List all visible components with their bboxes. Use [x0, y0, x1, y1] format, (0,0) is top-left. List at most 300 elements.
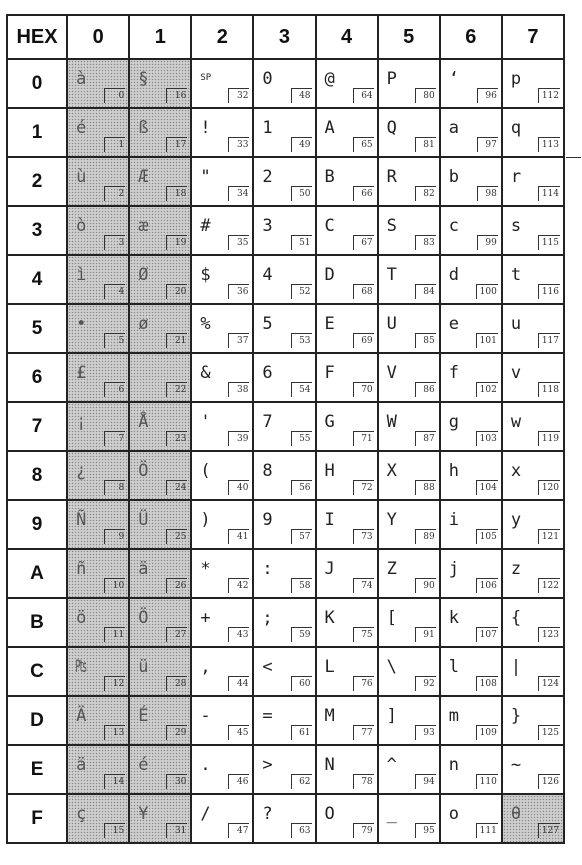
decimal-code: 60 [291, 676, 312, 691]
decimal-code: 107 [476, 627, 498, 642]
decimal-code: 86 [415, 382, 436, 397]
character-glyph: x [510, 461, 522, 481]
character-cell [67, 745, 129, 794]
character-cell [253, 745, 315, 794]
character-cell [440, 696, 502, 745]
column-header: 0 [67, 15, 129, 59]
decimal-code: 64 [353, 88, 374, 103]
character-glyph: n [448, 755, 459, 775]
character-cell [191, 206, 253, 255]
decimal-code: 4 [104, 284, 125, 299]
decimal-code: 12 [104, 676, 125, 691]
character-glyph: SP [200, 73, 212, 83]
character-glyph: ¥ [138, 804, 149, 824]
character-glyph: § [138, 69, 149, 89]
decimal-code: 84 [415, 284, 436, 299]
table-row [7, 402, 564, 451]
character-glyph: ò [76, 216, 87, 236]
character-glyph: ! [200, 118, 211, 138]
character-glyph: , [200, 657, 211, 677]
character-cell [253, 647, 315, 696]
character-cell [129, 451, 191, 500]
character-glyph: w [510, 412, 522, 432]
character-glyph: F [324, 363, 335, 383]
column-header: 4 [316, 15, 378, 59]
character-glyph: ä [76, 755, 87, 775]
character-cell [129, 304, 191, 353]
decimal-code: 70 [353, 382, 374, 397]
character-glyph: ü [138, 657, 149, 677]
character-glyph: 4 [262, 265, 273, 285]
character-glyph: ø [138, 314, 149, 334]
character-glyph: æ [138, 216, 149, 236]
decimal-code: 14 [104, 774, 125, 789]
decimal-code: 72 [353, 480, 374, 495]
decimal-code: 92 [415, 676, 436, 691]
character-cell [502, 108, 564, 157]
character-cell [378, 549, 440, 598]
character-glyph: L [324, 657, 335, 677]
table-row [7, 304, 564, 353]
decimal-code: 94 [415, 774, 436, 789]
character-cell [67, 647, 129, 696]
character-glyph: G [324, 412, 335, 432]
character-glyph: r [510, 167, 522, 187]
character-glyph: o [448, 804, 459, 824]
decimal-code: 109 [476, 725, 498, 740]
character-cell [191, 696, 253, 745]
character-cell [378, 157, 440, 206]
character-cell [316, 108, 378, 157]
decimal-code: 65 [353, 137, 374, 152]
decimal-code: 112 [538, 88, 560, 103]
decimal-code: 81 [415, 137, 436, 152]
decimal-code: 58 [291, 578, 312, 593]
decimal-code: 77 [353, 725, 374, 740]
character-glyph: e [448, 314, 459, 334]
character-glyph: ì [76, 265, 87, 285]
character-cell [253, 304, 315, 353]
decimal-code: 52 [291, 284, 312, 299]
row-hex-label: 4 [7, 255, 67, 304]
character-glyph: ä [138, 559, 149, 579]
character-glyph: Z [386, 559, 397, 579]
decimal-code: 118 [538, 382, 560, 397]
character-cell [253, 353, 315, 402]
character-glyph: l [448, 657, 459, 677]
character-glyph: R [386, 167, 397, 187]
decimal-code: 115 [538, 235, 560, 250]
character-cell [67, 206, 129, 255]
character-glyph: A [324, 118, 335, 138]
decimal-code: 117 [538, 333, 560, 348]
character-cell [67, 108, 129, 157]
character-glyph: p [510, 69, 522, 89]
character-cell [502, 59, 564, 108]
decimal-code: 36 [228, 284, 249, 299]
character-cell [67, 598, 129, 647]
character-cell [378, 402, 440, 451]
decimal-code: 100 [476, 284, 498, 299]
decimal-code: 44 [228, 676, 249, 691]
decimal-code: 125 [538, 725, 560, 740]
character-glyph: 2 [262, 167, 273, 187]
character-cell [440, 304, 502, 353]
character-cell [316, 451, 378, 500]
table-row [7, 794, 564, 843]
character-cell [316, 500, 378, 549]
decimal-code: 39 [228, 431, 249, 446]
decimal-code: 122 [538, 578, 560, 593]
character-glyph: 3 [262, 216, 273, 236]
character-cell [129, 549, 191, 598]
decimal-code: 59 [291, 627, 312, 642]
character-cell [191, 500, 253, 549]
character-glyph: . [200, 755, 211, 775]
character-glyph: " [200, 167, 211, 187]
character-cell [191, 59, 253, 108]
character-cell [440, 402, 502, 451]
decimal-code: 104 [476, 480, 498, 495]
character-glyph: é [76, 118, 87, 138]
character-cell [129, 598, 191, 647]
decimal-code: 75 [353, 627, 374, 642]
character-cell [440, 549, 502, 598]
decimal-code: 30 [166, 774, 187, 789]
character-cell [253, 794, 315, 843]
decimal-code: 88 [415, 480, 436, 495]
character-glyph: V [386, 363, 397, 383]
character-glyph: a [448, 118, 459, 138]
character-glyph: ^ [386, 755, 397, 775]
table-row [7, 59, 564, 108]
character-cell [440, 598, 502, 647]
decimal-code: 49 [291, 137, 312, 152]
row-hex-label: 9 [7, 500, 67, 549]
decimal-code: 73 [353, 529, 374, 544]
decimal-code: 96 [477, 88, 498, 103]
character-glyph: ¿ [76, 461, 87, 481]
decimal-code: 83 [415, 235, 436, 250]
decimal-code: 32 [228, 88, 249, 103]
character-cell [502, 794, 564, 843]
character-glyph: 0 [262, 69, 273, 89]
decimal-code: 29 [166, 725, 187, 740]
character-cell [440, 745, 502, 794]
character-cell [67, 549, 129, 598]
header-row [7, 15, 564, 59]
character-glyph: d [448, 265, 459, 285]
decimal-code: 25 [166, 529, 187, 544]
character-cell [253, 500, 315, 549]
character-glyph: O [324, 804, 335, 824]
character-glyph: b [448, 167, 459, 187]
table-row [7, 598, 564, 647]
character-glyph: # [200, 216, 211, 236]
decimal-code: 16 [166, 88, 187, 103]
decimal-code: 123 [538, 627, 560, 642]
table-row [7, 549, 564, 598]
character-cell [440, 451, 502, 500]
character-cell [502, 255, 564, 304]
decimal-code: 95 [415, 823, 436, 838]
character-glyph: £ [76, 363, 87, 383]
decimal-code: 74 [353, 578, 374, 593]
character-cell [67, 794, 129, 843]
character-cell [253, 549, 315, 598]
character-cell [191, 353, 253, 402]
character-glyph: - [200, 706, 211, 726]
character-cell [502, 206, 564, 255]
character-glyph: Ö [138, 608, 149, 628]
character-cell [191, 255, 253, 304]
decimal-code: 87 [415, 431, 436, 446]
character-glyph: ç [76, 804, 87, 824]
character-cell [316, 794, 378, 843]
character-cell [67, 353, 129, 402]
decimal-code: 78 [353, 774, 374, 789]
character-glyph: + [200, 608, 211, 628]
row-hex-label: 7 [7, 402, 67, 451]
row-hex-label: 5 [7, 304, 67, 353]
decimal-code: 99 [477, 235, 498, 250]
table-body [7, 59, 564, 843]
decimal-code: 7 [104, 431, 125, 446]
character-cell [67, 59, 129, 108]
decimal-code: 116 [538, 284, 560, 299]
row-hex-label: F [7, 794, 67, 843]
decimal-code: 53 [291, 333, 312, 348]
character-glyph: < [262, 657, 273, 677]
character-cell [378, 353, 440, 402]
character-cell [316, 304, 378, 353]
decimal-code: 18 [166, 186, 187, 201]
character-cell [191, 157, 253, 206]
decimal-code: 42 [228, 578, 249, 593]
character-cell [440, 794, 502, 843]
character-cell [440, 108, 502, 157]
decimal-code: 110 [476, 774, 498, 789]
character-glyph: E [324, 314, 335, 334]
decimal-code: 43 [228, 627, 249, 642]
character-glyph: H [324, 461, 335, 481]
character-glyph: ~ [510, 755, 522, 775]
character-glyph: 9 [262, 510, 273, 530]
character-glyph: / [200, 804, 211, 824]
character-glyph: * [200, 559, 211, 579]
character-glyph: ) [200, 510, 211, 530]
character-cell [129, 157, 191, 206]
decimal-code: 98 [477, 186, 498, 201]
character-cell [129, 353, 191, 402]
character-glyph: É [138, 706, 149, 726]
character-cell [191, 647, 253, 696]
character-glyph: C [324, 216, 335, 236]
decimal-code: 126 [538, 774, 560, 789]
character-glyph: z [510, 559, 522, 579]
character-glyph: ö [76, 608, 87, 628]
character-glyph: > [262, 755, 273, 775]
character-cell [253, 402, 315, 451]
character-cell [502, 598, 564, 647]
decimal-code: 79 [353, 823, 374, 838]
character-glyph: Y [386, 510, 397, 530]
decimal-code: 56 [291, 480, 312, 495]
decimal-code: 6 [104, 382, 125, 397]
row-hex-label: 2 [7, 157, 67, 206]
table-row [7, 647, 564, 696]
character-cell [129, 794, 191, 843]
character-cell [253, 598, 315, 647]
decimal-code: 62 [291, 774, 312, 789]
character-cell [316, 402, 378, 451]
table-row [7, 206, 564, 255]
character-glyph: 8 [262, 461, 273, 481]
character-cell [253, 206, 315, 255]
character-glyph: u [510, 314, 522, 334]
character-cell [316, 696, 378, 745]
character-glyph: ; [262, 608, 273, 628]
column-header: 7 [502, 15, 564, 59]
decimal-code: 38 [228, 382, 249, 397]
character-glyph: • [76, 314, 87, 334]
character-cell [378, 206, 440, 255]
decimal-code: 20 [166, 284, 187, 299]
character-cell [129, 402, 191, 451]
character-cell [129, 696, 191, 745]
decimal-code: 67 [353, 235, 374, 250]
character-cell [191, 549, 253, 598]
row-hex-label: C [7, 647, 67, 696]
character-cell [129, 206, 191, 255]
decimal-code: 28 [166, 676, 187, 691]
character-glyph: X [386, 461, 397, 481]
character-glyph: ( [200, 461, 211, 481]
character-glyph: ₧ [76, 657, 87, 677]
character-code-table [6, 14, 565, 844]
character-glyph: _ [386, 804, 397, 824]
decimal-code: 124 [538, 676, 560, 691]
character-glyph: Ö [138, 461, 149, 481]
character-cell [129, 255, 191, 304]
decimal-code: 3 [104, 235, 125, 250]
decimal-code: 17 [166, 137, 187, 152]
character-glyph: 6 [262, 363, 273, 383]
decimal-code: 23 [166, 431, 187, 446]
decimal-code: 11 [104, 627, 125, 642]
character-cell [378, 598, 440, 647]
decimal-code: 46 [228, 774, 249, 789]
character-cell [502, 157, 564, 206]
table-row [7, 353, 564, 402]
character-cell [67, 255, 129, 304]
character-cell [129, 59, 191, 108]
decimal-code: 48 [291, 88, 312, 103]
character-cell [440, 353, 502, 402]
character-glyph: Æ [138, 167, 149, 187]
column-header: 3 [253, 15, 315, 59]
character-cell [502, 451, 564, 500]
decimal-code: 111 [476, 823, 498, 838]
character-glyph: = [262, 706, 273, 726]
character-cell [502, 745, 564, 794]
character-cell [440, 157, 502, 206]
decimal-code: 89 [415, 529, 436, 544]
character-glyph: Ä [76, 706, 87, 726]
decimal-code: 45 [228, 725, 249, 740]
decimal-code: 31 [166, 823, 187, 838]
column-header: 2 [191, 15, 253, 59]
character-cell [253, 255, 315, 304]
decimal-code: 10 [104, 578, 125, 593]
row-hex-label: E [7, 745, 67, 794]
character-glyph: ? [262, 804, 273, 824]
character-cell [440, 59, 502, 108]
decimal-code: 114 [538, 186, 560, 201]
character-cell [253, 451, 315, 500]
character-cell [378, 794, 440, 843]
decimal-code: 27 [166, 627, 187, 642]
character-glyph: T [386, 265, 397, 285]
decimal-code: 19 [166, 235, 187, 250]
decimal-code: 102 [476, 382, 498, 397]
character-glyph: } [510, 706, 522, 726]
character-glyph: W [386, 412, 397, 432]
character-glyph: ñ [76, 559, 87, 579]
character-glyph: 7 [262, 412, 273, 432]
decimal-code: 66 [353, 186, 374, 201]
character-cell [67, 157, 129, 206]
row-hex-label: 6 [7, 353, 67, 402]
character-glyph: h [448, 461, 459, 481]
character-cell [67, 696, 129, 745]
decimal-code: 71 [353, 431, 374, 446]
row-hex-label: 0 [7, 59, 67, 108]
character-cell [502, 402, 564, 451]
character-glyph: 5 [262, 314, 273, 334]
character-cell [191, 451, 253, 500]
decimal-code: 57 [291, 529, 312, 544]
character-glyph: Å [138, 412, 149, 432]
character-cell [378, 108, 440, 157]
row-hex-label: B [7, 598, 67, 647]
character-glyph: q [510, 118, 522, 138]
character-cell [129, 745, 191, 794]
decimal-code: 24 [166, 480, 187, 495]
table-row [7, 696, 564, 745]
character-glyph: j [448, 559, 459, 579]
character-glyph: % [200, 314, 211, 334]
table-row [7, 451, 564, 500]
character-cell [191, 304, 253, 353]
character-glyph: s [510, 216, 522, 236]
character-cell [378, 696, 440, 745]
character-glyph: U [386, 314, 397, 334]
column-header: 6 [440, 15, 502, 59]
character-glyph: [ [386, 608, 397, 628]
decimal-code: 106 [476, 578, 498, 593]
decimal-code: 113 [538, 137, 560, 152]
character-glyph: é [138, 755, 149, 775]
character-cell [253, 108, 315, 157]
decimal-code: 47 [228, 823, 249, 838]
character-glyph: $ [200, 265, 211, 285]
character-glyph: t [510, 265, 522, 285]
character-glyph: B [324, 167, 335, 187]
character-cell [440, 255, 502, 304]
character-glyph: c [448, 216, 459, 236]
character-glyph: m [448, 706, 459, 726]
